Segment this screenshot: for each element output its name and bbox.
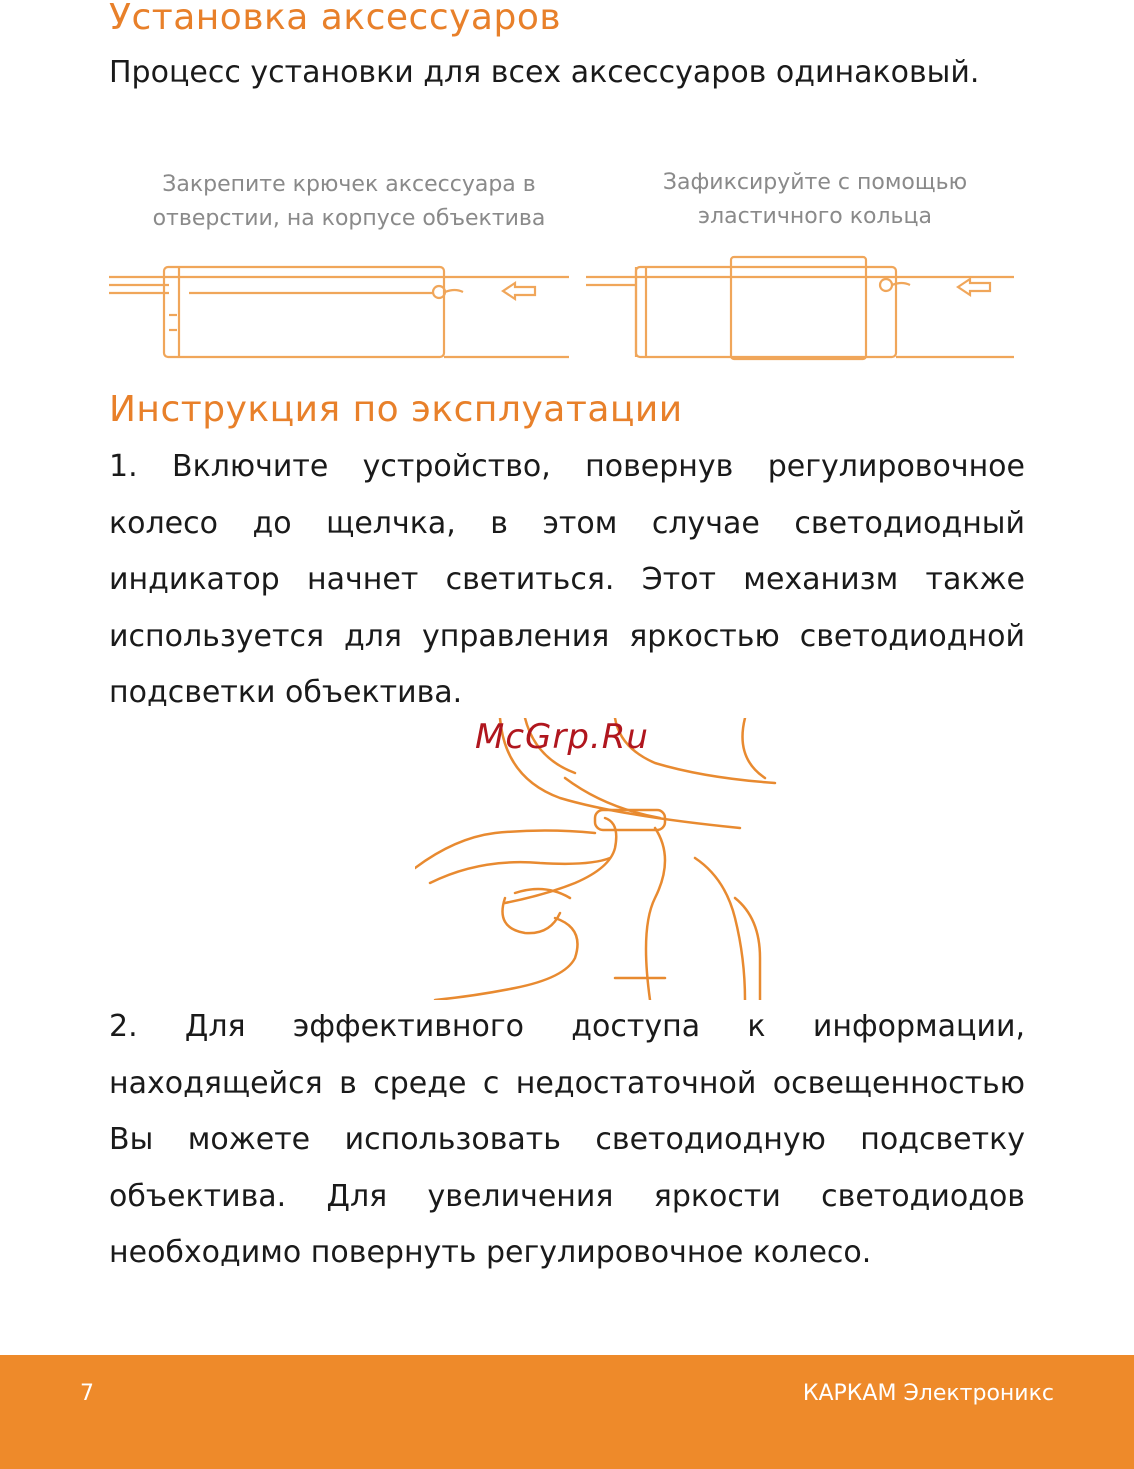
elastic-ring-illustration [586, 255, 1014, 365]
page-footer [0, 1355, 1134, 1469]
watermark: McGrp.Ru [475, 717, 649, 757]
instruction-step-1: 1. Включите устройство, повернув регулировочное колесо до щелчка, в этом случае светодиодный индикатор начнет светиться. Этот механизм также используется для управления яркостью светодиодной подсветки объектива. [109, 449, 1025, 710]
instruction-step-2: 2. Для эффективного доступа к информации, находящейся в среде с недостаточной освещенностью Вы можете использовать светодиодную подсветку объектива. Для увеличения яркости светодиодов необходимо повернуть регулировочное колесо. [109, 1009, 1025, 1270]
accessory-hook-illustration [109, 255, 569, 365]
company-name: КАРКАМ Электроникс [802, 1381, 1054, 1406]
caption-right: Зафиксируйте с помощью эластичного кольца [662, 170, 968, 229]
heading-instructions: Инструкция по эксплуатации [109, 389, 683, 430]
installation-intro: Процесс установки для всех аксессуаров одинаковый. [109, 55, 980, 90]
heading-installation: Установка аксессуаров [109, 0, 562, 38]
hand-turning-wheel-illustration [415, 718, 780, 1000]
page-number: 7 [80, 1381, 94, 1406]
caption-left: Закрепите крючек аксессуара в отверстии, на корпусе объектива [152, 172, 546, 231]
